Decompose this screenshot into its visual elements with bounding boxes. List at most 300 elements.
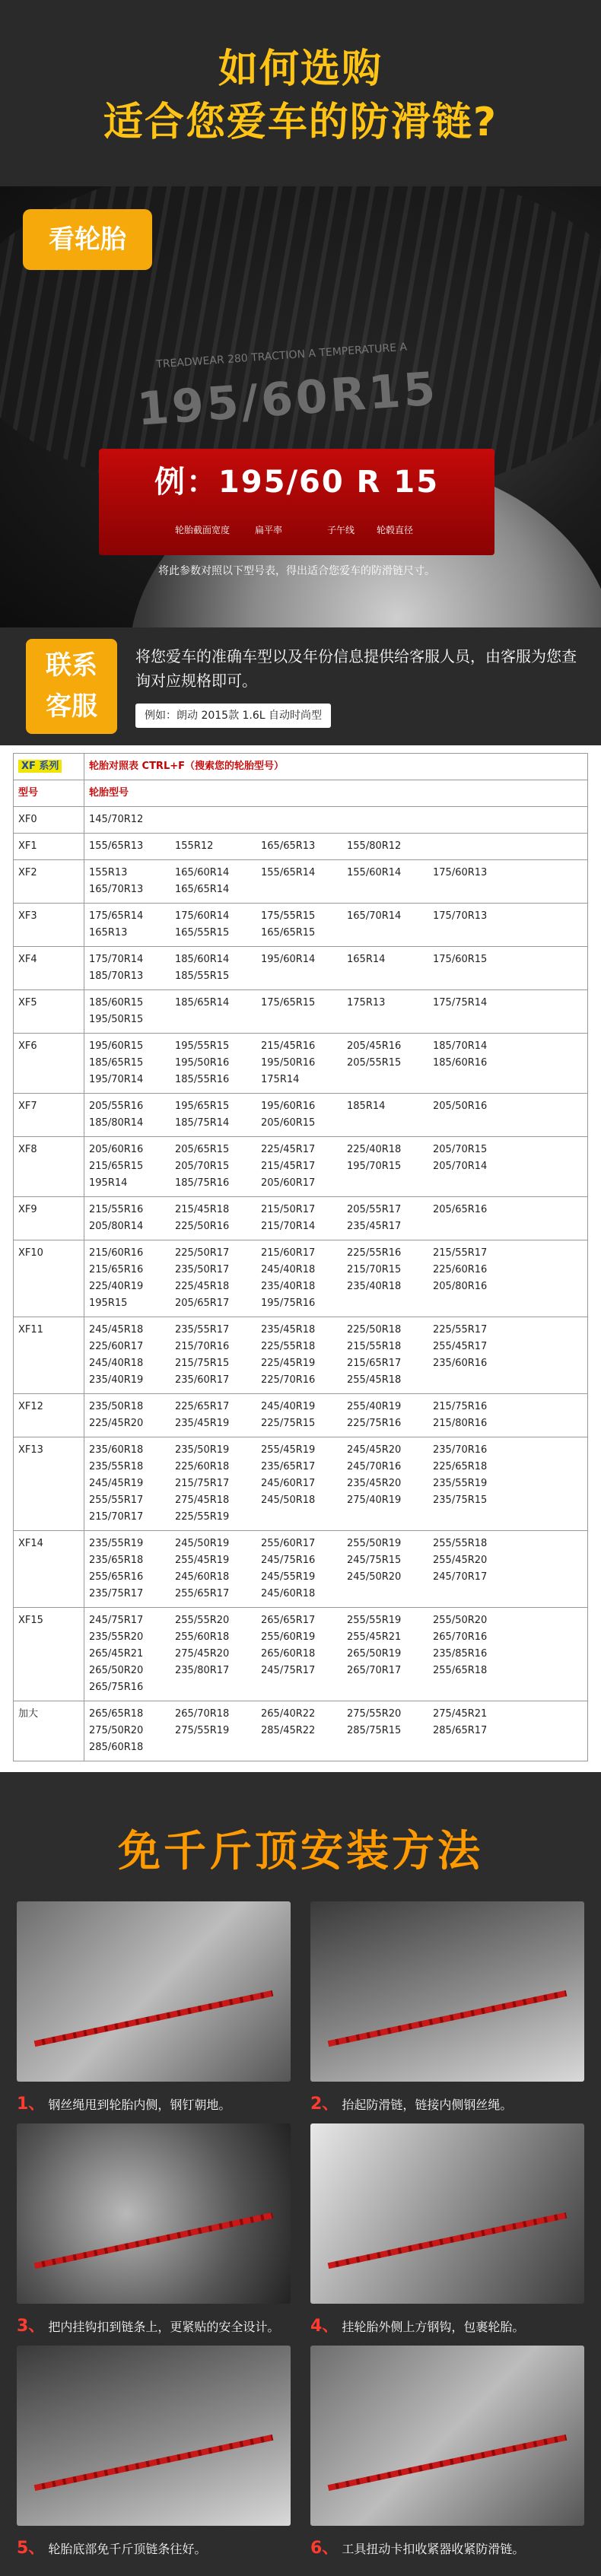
tyre-size: 255/60R19	[261, 1631, 316, 1643]
tyre-size: 225/40R18	[347, 1144, 402, 1155]
tyre-size: 235/60R17	[175, 1374, 230, 1386]
tyre-size: 205/50R16	[433, 1101, 488, 1112]
tyre-size: 165/65R15	[261, 927, 316, 939]
tyre-size: 245/60R18	[261, 1588, 316, 1599]
tyre-size: 255/55R19	[347, 1615, 402, 1626]
tyre-size: 175R13	[347, 997, 386, 1008]
step-number: 5、	[17, 2539, 46, 2558]
tyre-size: 235/50R18	[89, 1401, 144, 1412]
tyre-size: 195R15	[89, 1298, 128, 1309]
table-row	[14, 807, 588, 834]
tyre-size: 205/80R14	[89, 1221, 144, 1232]
tyre-size: 225/75R15	[261, 1418, 316, 1429]
chain-graphic	[328, 1990, 568, 2047]
tyre-size: 235/65R17	[261, 1461, 316, 1472]
tyre-size: 225/40R19	[89, 1281, 144, 1292]
tyre-size: 245/60R18	[175, 1571, 230, 1583]
tyre-size: 175R14	[261, 1074, 300, 1085]
tyre-size: 265/65R18	[89, 1708, 144, 1720]
row-tyres	[84, 807, 588, 834]
tyre-size: 245/40R18	[261, 1264, 316, 1275]
step-photo	[17, 1901, 291, 2082]
tyre-size: 215/70R14	[261, 1221, 316, 1232]
tire-example-box	[99, 449, 494, 555]
row-model: XF9	[14, 1197, 84, 1240]
row-model: XF3	[14, 904, 84, 947]
tyre-size: 235/50R19	[175, 1444, 230, 1456]
row-model: XF6	[14, 1034, 84, 1094]
tyre-size: 265/60R18	[261, 1648, 316, 1660]
tyre-size: 215/80R16	[433, 1418, 488, 1429]
tyre-size: 245/45R20	[347, 1444, 402, 1456]
tyre-size: 265/50R19	[347, 1648, 402, 1660]
tyre-size: 155/65R14	[261, 867, 316, 878]
step-number: 4、	[310, 2317, 339, 2336]
row-tyres	[84, 1437, 588, 1531]
tyre-size: 265/75R16	[89, 1682, 144, 1693]
row-tyres	[84, 1608, 588, 1701]
tyre-size: 275/50R20	[89, 1725, 144, 1736]
tyre-size: 225/55R19	[175, 1511, 230, 1523]
install-step-3	[17, 2123, 291, 2336]
table-row	[14, 1608, 588, 1701]
tire-tag: 看轮胎	[23, 209, 152, 270]
row-model: XF0	[14, 807, 84, 834]
contact-badge	[26, 639, 117, 734]
tyre-size: 195/60R15	[89, 1040, 144, 1052]
tyre-size: 205/70R15	[175, 1161, 230, 1172]
row-tyres	[84, 860, 588, 904]
tyre-size: 285/60R18	[89, 1742, 144, 1753]
hero-title-line2: 适合您爱车的防滑链?	[103, 100, 498, 145]
row-model: XF7	[14, 1094, 84, 1137]
tyre-size: 255/55R18	[433, 1538, 488, 1549]
tyre-size: 175/65R14	[89, 910, 144, 922]
tyre-size: 155R12	[175, 840, 214, 852]
tyre-size: 205/55R15	[347, 1057, 402, 1069]
tyre-size: 215/45R16	[261, 1040, 316, 1052]
contact-text: 将您爱车的准确车型以及年份信息提供给客服人员，由客服为您查询对应规格即可。	[135, 647, 577, 690]
tyre-size: 205/60R15	[261, 1117, 316, 1129]
tyre-size: 245/50R19	[175, 1538, 230, 1549]
tyre-size: 225/75R16	[347, 1418, 402, 1429]
table-row	[14, 1531, 588, 1608]
row-tyres	[84, 947, 588, 990]
contact-section	[0, 627, 601, 745]
tyre-size: 255/55R20	[175, 1615, 230, 1626]
tyre-size: 225/45R20	[89, 1418, 144, 1429]
table-row	[14, 904, 588, 947]
tyre-size: 225/50R16	[175, 1221, 230, 1232]
tyre-size: 265/65R17	[261, 1615, 316, 1626]
tyre-size-table	[13, 753, 588, 1761]
chain-graphic	[34, 2435, 274, 2491]
tyre-size: 225/65R18	[433, 1461, 488, 1472]
tyre-size: 265/40R22	[261, 1708, 316, 1720]
row-tyres	[84, 1137, 588, 1197]
row-tyres	[84, 1394, 588, 1437]
tyre-size: 285/45R22	[261, 1725, 316, 1736]
tyre-size: 255/50R19	[347, 1538, 402, 1549]
tyre-size: 235/65R18	[89, 1555, 144, 1566]
tyre-size: 265/45R21	[89, 1648, 144, 1660]
table-row	[14, 990, 588, 1034]
tyre-size: 195/50R16	[175, 1057, 230, 1069]
tyre-size: 215/65R16	[89, 1264, 144, 1275]
tyre-size: 245/40R19	[261, 1401, 316, 1412]
tyre-size: 185/70R14	[433, 1040, 488, 1052]
tyre-size: 205/70R15	[433, 1144, 488, 1155]
row-model: XF11	[14, 1317, 84, 1394]
tyre-size: 225/50R17	[175, 1247, 230, 1259]
tyre-size: 185/60R16	[433, 1057, 488, 1069]
step-photo	[310, 1901, 584, 2082]
tire-note: 将此参数对照以下型号表，得出适合您爱车的防滑链尺寸。	[158, 565, 435, 577]
step-text: 轮胎底部免千斤顶链条往好。	[48, 2542, 207, 2556]
tyre-size: 235/55R17	[175, 1324, 230, 1336]
tyre-size: 235/75R17	[89, 1588, 144, 1599]
tyre-size: 195/60R16	[261, 1101, 316, 1112]
tyre-size: 175/65R15	[261, 997, 316, 1008]
tyre-size: 195/70R15	[347, 1161, 402, 1172]
table-header-row	[14, 780, 588, 807]
table-row	[14, 1437, 588, 1531]
step-number: 6、	[310, 2539, 339, 2558]
table-row	[14, 1240, 588, 1317]
row-tyres	[84, 990, 588, 1034]
tyre-size: 235/40R19	[89, 1374, 144, 1386]
table-row	[14, 1197, 588, 1240]
tyre-size: 265/70R17	[347, 1665, 402, 1676]
row-model: XF12	[14, 1394, 84, 1437]
tyre-size: 205/65R15	[175, 1144, 230, 1155]
tire-emboss-small: TREADWEAR 280 TRACTION A TEMPERATURE A	[155, 341, 408, 371]
tyre-size: 235/40R18	[347, 1281, 402, 1292]
tyre-size: 225/45R17	[261, 1144, 316, 1155]
tyre-size: 255/45R19	[175, 1555, 230, 1566]
tyre-size: 185/80R14	[89, 1117, 144, 1129]
tyre-size: 225/60R16	[433, 1264, 488, 1275]
tyre-size: 255/65R16	[89, 1571, 144, 1583]
table-title: 轮胎对照表 CTRL+F（搜索您的轮胎型号）	[84, 754, 588, 780]
tyre-size: 215/65R15	[89, 1161, 144, 1172]
row-model: XF13	[14, 1437, 84, 1531]
row-model: XF2	[14, 860, 84, 904]
tyre-size: 215/60R16	[89, 1247, 144, 1259]
tyre-size: 215/55R18	[347, 1341, 402, 1352]
tyre-size: 155R13	[89, 867, 128, 878]
tyre-size: 245/45R19	[89, 1478, 144, 1489]
tyre-size: 175/70R14	[89, 954, 144, 965]
row-model: XF14	[14, 1531, 84, 1608]
tyre-size: 215/75R17	[175, 1478, 230, 1489]
tyre-size: 185/65R14	[175, 997, 230, 1008]
step-text: 钢丝绳甩到轮胎内侧，钢钉朝地。	[48, 2098, 231, 2112]
tyre-size: 205/80R16	[433, 1281, 488, 1292]
tyre-size: 275/40R19	[347, 1494, 402, 1506]
tyre-size: 205/55R16	[89, 1101, 144, 1112]
tyre-size: 205/70R14	[433, 1161, 488, 1172]
tyre-size: 235/55R20	[89, 1631, 144, 1643]
tyre-size: 275/55R19	[175, 1725, 230, 1736]
row-tyres	[84, 1197, 588, 1240]
col-model-header: 型号	[14, 780, 84, 807]
step-text: 抬起防滑链，链接内侧钢丝绳。	[342, 2098, 513, 2112]
tyre-size: 195/75R16	[261, 1298, 316, 1309]
tyre-size: 255/55R17	[89, 1494, 144, 1506]
tyre-size: 255/65R18	[433, 1665, 488, 1676]
label-aspect: 扁平率	[255, 525, 283, 535]
tyre-size: 245/60R17	[261, 1478, 316, 1489]
tyre-size: 185/65R15	[89, 1057, 144, 1069]
tyre-size: 215/45R18	[175, 1204, 230, 1215]
tyre-size: 215/70R15	[347, 1264, 402, 1275]
tyre-size: 185R14	[347, 1101, 386, 1112]
tyre-size: 215/70R17	[89, 1511, 144, 1523]
row-model: XF15	[14, 1608, 84, 1701]
tyre-size: 235/85R16	[433, 1648, 488, 1660]
tyre-size: 255/40R19	[347, 1401, 402, 1412]
tyre-size: 235/45R18	[261, 1324, 316, 1336]
row-tyres	[84, 904, 588, 947]
tyre-size: 245/70R17	[433, 1571, 488, 1583]
row-model: XF5	[14, 990, 84, 1034]
step-photo	[310, 2346, 584, 2526]
tyre-size: 165/70R13	[89, 884, 144, 895]
chain-graphic	[34, 1990, 274, 2047]
tyre-size: 235/80R17	[175, 1665, 230, 1676]
table-row	[14, 1137, 588, 1197]
tyre-size: 215/60R17	[261, 1247, 316, 1259]
tyre-size: 175/60R15	[433, 954, 488, 965]
tyre-size: 215/75R15	[175, 1358, 230, 1369]
tyre-size: 255/45R17	[433, 1341, 488, 1352]
table-row	[14, 1094, 588, 1137]
tyre-size: 165/60R14	[175, 867, 230, 878]
table-row	[14, 860, 588, 904]
row-model: XF8	[14, 1137, 84, 1197]
tyre-size: 165/70R14	[347, 910, 402, 922]
hero-banner	[0, 0, 601, 186]
tyre-size: 255/60R18	[175, 1631, 230, 1643]
tyre-size: 195/65R15	[175, 1101, 230, 1112]
tyre-size: 225/50R18	[347, 1324, 402, 1336]
chain-graphic	[328, 2212, 568, 2269]
label-width: 轮胎截面宽度	[175, 525, 231, 535]
tyre-size: 185/60R14	[175, 954, 230, 965]
tyre-size: 185/55R15	[175, 970, 230, 982]
tyre-size: 165/65R14	[175, 884, 230, 895]
step-text: 挂轮胎外侧上方钢钩，包裹轮胎。	[342, 2320, 525, 2334]
tyre-size: 225/70R16	[261, 1374, 316, 1386]
tyre-size: 235/55R19	[433, 1478, 488, 1489]
tyre-size: 225/65R17	[175, 1401, 230, 1412]
step-number: 1、	[17, 2095, 46, 2114]
tyre-size: 195/70R14	[89, 1074, 144, 1085]
tyre-size: 205/60R16	[89, 1144, 144, 1155]
tyre-size: 235/55R18	[89, 1461, 144, 1472]
tyre-size: 235/50R17	[175, 1264, 230, 1275]
tyre-size: 255/50R20	[433, 1615, 488, 1626]
tyre-size: 255/45R19	[261, 1444, 316, 1456]
tyre-size: 215/75R16	[433, 1401, 488, 1412]
tyre-size: 275/45R18	[175, 1494, 230, 1506]
tyre-size: 185/75R16	[175, 1177, 230, 1189]
tyre-size: 245/40R18	[89, 1358, 144, 1369]
tyre-size: 215/45R17	[261, 1161, 316, 1172]
tyre-size: 185/55R16	[175, 1074, 230, 1085]
label-radial: 子午线	[327, 525, 355, 535]
tyre-size: 225/45R18	[175, 1281, 230, 1292]
tyre-size: 225/60R17	[89, 1341, 144, 1352]
tyre-size: 245/45R18	[89, 1324, 144, 1336]
row-model: XF10	[14, 1240, 84, 1317]
tyre-size: 145/70R12	[89, 814, 144, 825]
tyre-size: 195/55R15	[175, 1040, 230, 1052]
install-step-4	[310, 2123, 584, 2336]
tyre-size: 265/50R20	[89, 1665, 144, 1676]
tyre-size: 175/60R14	[175, 910, 230, 922]
tire-section	[0, 186, 601, 627]
table-row	[14, 947, 588, 990]
hero-title-line1: 如何选购	[218, 46, 383, 92]
tyre-size: 285/65R17	[433, 1725, 488, 1736]
row-model: 加大	[14, 1701, 84, 1761]
tyre-size: 255/60R17	[261, 1538, 316, 1549]
step-photo	[310, 2123, 584, 2304]
tyre-size: 235/60R18	[89, 1444, 144, 1456]
install-step-6	[310, 2346, 584, 2559]
tyre-size: 185/75R14	[175, 1117, 230, 1129]
tyre-size: 165R14	[347, 954, 386, 965]
tyre-size: 165R13	[89, 927, 128, 939]
tyre-size: 275/45R21	[433, 1708, 488, 1720]
tyre-size: 215/55R16	[89, 1204, 144, 1215]
tyre-size: 235/60R16	[433, 1358, 488, 1369]
row-tyres	[84, 1240, 588, 1317]
tyre-size: 275/45R20	[175, 1648, 230, 1660]
tyre-size: 225/55R17	[433, 1324, 488, 1336]
table-title-row	[14, 754, 588, 780]
install-step-2	[310, 1901, 584, 2114]
tyre-size: 195/50R16	[261, 1057, 316, 1069]
install-step-5	[17, 2346, 291, 2559]
tyre-size: 245/55R19	[261, 1571, 316, 1583]
row-tyres	[84, 1094, 588, 1137]
tyre-size: 155/80R12	[347, 840, 402, 852]
contact-example: 例如：朗动 2015款 1.6L 自动时尚型	[135, 704, 331, 728]
tyre-size: 245/75R15	[347, 1555, 402, 1566]
tyre-size: 175/55R15	[261, 910, 316, 922]
step-photo	[17, 2346, 291, 2526]
tyre-size: 235/45R17	[347, 1221, 402, 1232]
tyre-size: 195/60R14	[261, 954, 316, 965]
tyre-size: 235/45R20	[347, 1478, 402, 1489]
tyre-size: 175/60R13	[433, 867, 488, 878]
tyre-size: 235/40R18	[261, 1281, 316, 1292]
tyre-size: 195R14	[89, 1177, 128, 1189]
tyre-size: 205/55R17	[347, 1204, 402, 1215]
label-rim: 轮毂直径	[377, 525, 414, 535]
install-steps	[0, 1901, 601, 2576]
tyre-size: 265/70R18	[175, 1708, 230, 1720]
table-row	[14, 1394, 588, 1437]
tyre-size: 205/60R17	[261, 1177, 316, 1189]
tyre-size: 205/45R16	[347, 1040, 402, 1052]
contact-badge-line1: 联系	[46, 650, 97, 681]
tyre-size: 225/45R19	[261, 1358, 316, 1369]
tyre-size: 255/45R18	[347, 1374, 402, 1386]
tire-emboss-size: 195/60R15	[135, 362, 440, 437]
tyre-size: 195/50R15	[89, 1014, 144, 1025]
contact-badge-line2: 客服	[46, 691, 97, 722]
tyre-size: 185/60R15	[89, 997, 144, 1008]
step-text: 把内挂钩扣到链条上，更紧贴的安全设计。	[48, 2320, 280, 2334]
tyre-size: 235/70R16	[433, 1444, 488, 1456]
tyre-size: 265/70R16	[433, 1631, 488, 1643]
tyre-size: 155/65R13	[89, 840, 144, 852]
table-row	[14, 1317, 588, 1394]
row-model: XF4	[14, 947, 84, 990]
tyre-size: 245/50R18	[261, 1494, 316, 1506]
tyre-size: 165/65R13	[261, 840, 316, 852]
col-tyre-header: 轮胎型号	[84, 780, 588, 807]
chain-graphic	[328, 2435, 568, 2491]
tyre-size: 245/70R16	[347, 1461, 402, 1472]
chain-graphic	[34, 2212, 274, 2269]
tyre-size: 155/60R14	[347, 867, 402, 878]
row-tyres	[84, 1531, 588, 1608]
tyre-size: 245/75R17	[261, 1665, 316, 1676]
tyre-size: 255/65R17	[175, 1588, 230, 1599]
table-row	[14, 1701, 588, 1761]
install-step-1	[17, 1901, 291, 2114]
row-tyres	[84, 1701, 588, 1761]
tyre-size: 245/50R20	[347, 1571, 402, 1583]
step-number: 3、	[17, 2317, 46, 2336]
tire-example: 例：195/60 R 15	[154, 465, 440, 500]
tyre-size: 255/45R20	[433, 1555, 488, 1566]
tyre-size: 185/70R13	[89, 970, 144, 982]
tyre-size: 175/75R14	[433, 997, 488, 1008]
install-header	[0, 1772, 601, 1901]
tyre-size: 215/65R17	[347, 1358, 402, 1369]
tyre-size: 215/55R17	[433, 1247, 488, 1259]
table-row	[14, 834, 588, 860]
tyre-size: 235/55R19	[89, 1538, 144, 1549]
tyre-size: 235/75R15	[433, 1494, 488, 1506]
tyre-size: 165/55R15	[175, 927, 230, 939]
tyre-size: 245/75R16	[261, 1555, 316, 1566]
table-row	[14, 1034, 588, 1094]
install-title: 免千斤顶安装方法	[118, 1827, 483, 1876]
tyre-size: 205/65R17	[175, 1298, 230, 1309]
tyre-size: 245/75R17	[89, 1615, 144, 1626]
series-label: XF 系列	[18, 760, 62, 773]
tyre-size: 225/60R18	[175, 1461, 230, 1472]
tyre-size: 215/70R16	[175, 1341, 230, 1352]
tyre-size: 225/55R18	[261, 1341, 316, 1352]
row-model: XF1	[14, 834, 84, 860]
tyre-size: 255/45R21	[347, 1631, 402, 1643]
step-photo	[17, 2123, 291, 2304]
tyre-size: 215/50R17	[261, 1204, 316, 1215]
tyre-size: 225/55R16	[347, 1247, 402, 1259]
tyre-size: 275/55R20	[347, 1708, 402, 1720]
tyre-size: 285/75R15	[347, 1725, 402, 1736]
tyre-size: 235/45R19	[175, 1418, 230, 1429]
row-tyres	[84, 1317, 588, 1394]
